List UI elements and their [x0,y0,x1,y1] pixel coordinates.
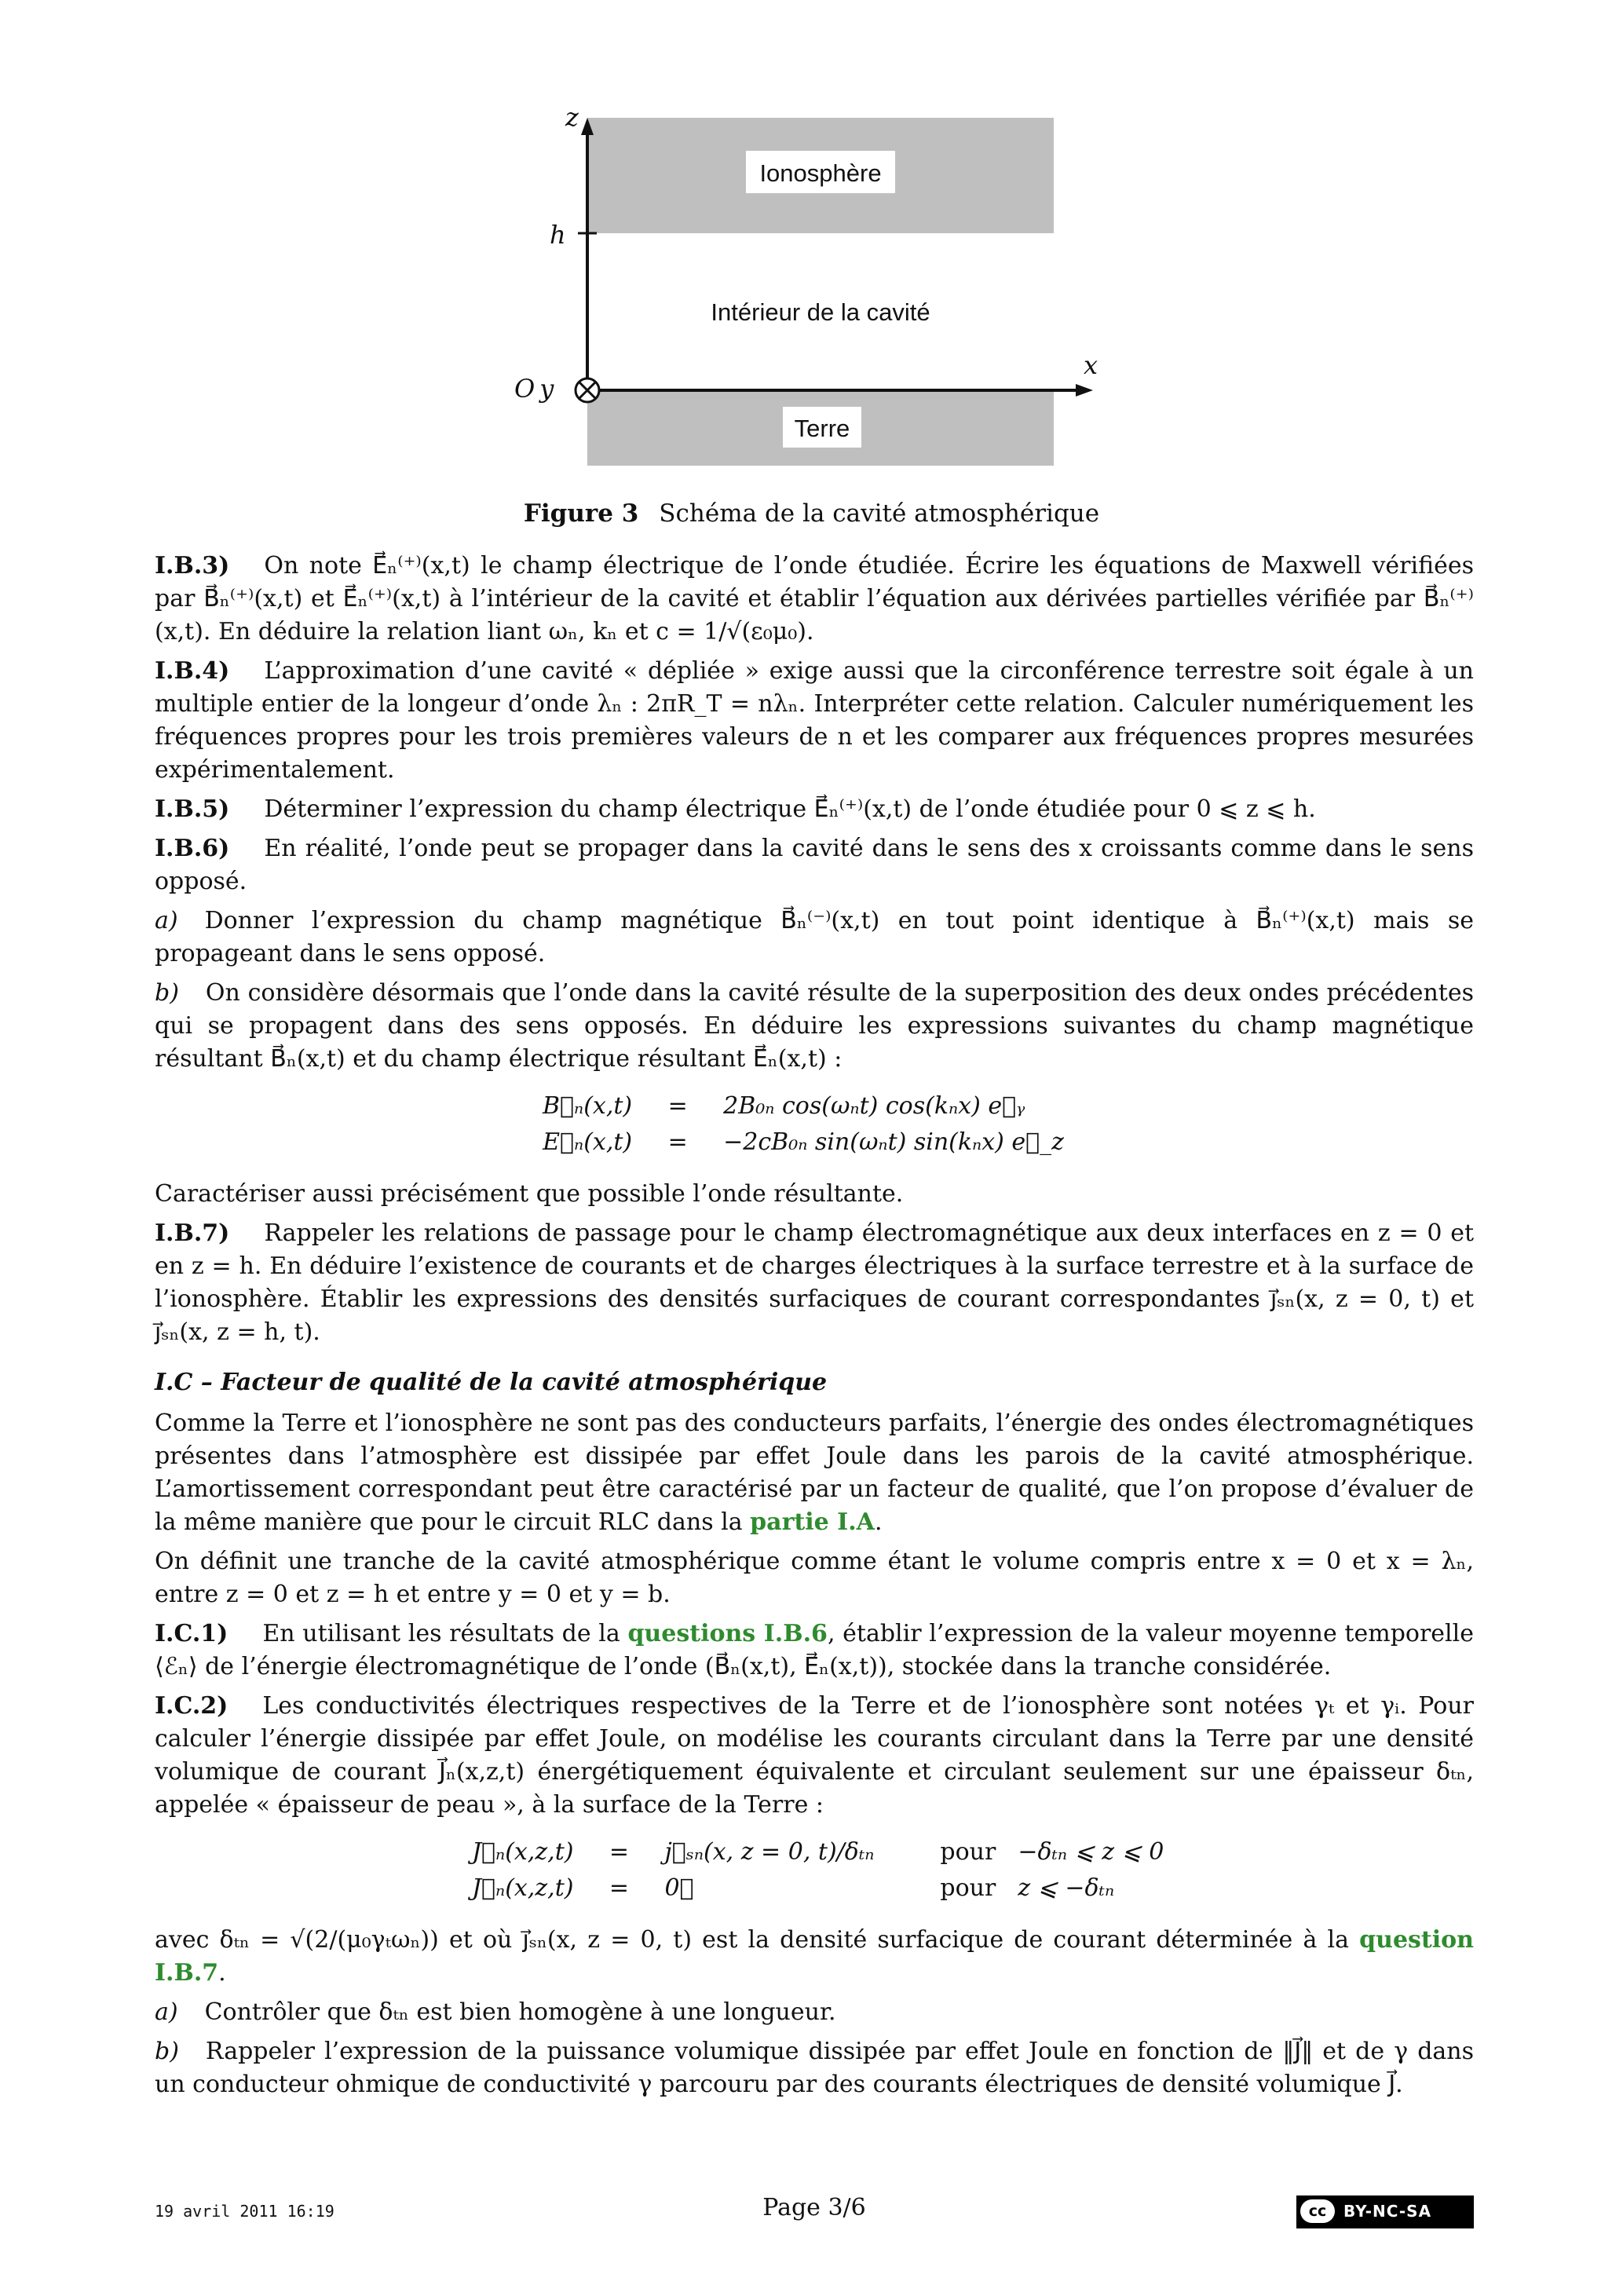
question-ib6-followup: Caractériser aussi précisément que possible l’onde résultante. [155,1180,904,1208]
equation-rhs: j⃗ₛₙ(x, z = 0, t)/δₜₙ [664,1838,875,1866]
equation-block-current [155,1834,1474,1907]
footer-date: 19 avril 2011 16:19 [155,2202,334,2221]
ionosphere-label: Ionosphère [759,159,882,187]
license-badge[interactable] [1296,2195,1474,2228]
question-text: En réalité, l’onde peut se propager dans la cavité dans le sens des x croissants comme dans le sens opposé. [155,835,1474,895]
question-label: I.B.3) [155,552,230,579]
question-ib7 [155,1217,1474,1349]
subquestion-text: Donner l’expression du champ magnétique B⃗ₙ⁽⁻⁾(x,t) en tout point identique à B⃗ₙ⁽⁺⁾(x,t) mais se propageant dans le sens opposé. [155,907,1474,967]
question-ib3 [155,550,1474,649]
question-ib6-b [155,977,1474,1076]
question-text: L’approximation d’une cavité « dépliée » exige aussi que la circonférence terrestre soit égale à un multiple entier de la longeur d’onde λₙ : 2πR_T = nλₙ. Interpréter cette relation. Calculer numériquement les fréquences propres pour les trois premières valeurs de n et les comparer aux fréquences propres mesurées expérimentalement. [155,657,1474,784]
section-intro: Comme la Terre et l’ionosphère ne sont pas des conducteurs parfaits, l’énergie des ondes électromagnétiques présentes dans l’atmosphère est dissipée par effet Joule dans les parois de la cavité atmosphérique. L’amortissement correspondant peut être caractérisé par un facteur de qualité, que l’on propose d’évaluer de la même manière que pour le circuit RLC dans la partie I.A. [155,1409,1474,1536]
equation-sign: = [609,1874,630,1902]
equation-lhs: J⃗ₙ(x,z,t) [472,1838,574,1866]
question-text: Déterminer l’expression du champ électrique E⃗ₙ⁽⁺⁾(x,t) de l’onde étudiée pour 0 ⩽ z ⩽ h. [264,795,1316,823]
equation-row [461,1834,1175,1870]
equation-row [532,1124,1075,1161]
question-ic2-skin-depth: avec δₜₙ = √(2/(μ₀γₜωₙ)) et où j⃗ₛₙ(x, z = 0, t) est la densité surfacique de courant déterminée à la question I.B.7. [155,1926,1474,1987]
question-text: Les conductivités électriques respectives de la Terre et de l’ionosphère sont notées γₜ et γᵢ. Pour calculer l’énergie dissipée par effet Joule, on modélise les courants circulant dans la Terre par une densité volumique de courant J⃗ₙ(x,z,t) énergétiquement équivalente et circulant seulement sur une épaisseur δₜₙ, appelée « épaisseur de peau », à la surface de la Terre : [155,1692,1474,1819]
subquestion-label: b) [155,2038,179,2065]
subquestion-text: On considère désormais que l’onde dans la cavité résulte de la superposition des deux ondes précédentes qui se propagent dans des sens opposés. En déduire les expressions suivantes du champ magnétique résultant B⃗ₙ(x,t) et du champ électrique résultant E⃗ₙ(x,t) : [155,979,1474,1073]
equation-row [532,1088,1075,1124]
interior-label: Intérieur de la cavité [711,298,930,326]
equation-block-fields [155,1088,1474,1161]
question-text: On note E⃗ₙ⁽⁺⁾(x,t) le champ électrique de l’onde étudiée. Écrire les équations de Maxwell vérifiées par B⃗ₙ⁽⁺⁾(x,t) et E⃗ₙ⁽⁺⁾(x,t) à l’intérieur de la cavité et établir l’équation aux dérivées partielles vérifiée par B⃗ₙ⁽⁺⁾(x,t). En déduire la relation liant ωₙ, kₙ et c = 1/√(ε₀μ₀). [155,552,1474,645]
page-number: Page 3/6 [762,2194,866,2221]
question-ib5 [155,793,1474,826]
question-ib4 [155,655,1474,787]
subquestion-label: b) [155,979,179,1007]
equation-condition: −δₜₙ ⩽ z ⩽ 0 [1018,1838,1164,1866]
equation-rhs: 2B₀ₙ cos(ωₙt) cos(kₙx) e⃗ᵧ [723,1092,1025,1120]
question-label: I.C.1) [155,1620,228,1647]
question-text: Rappeler les relations de passage pour le champ électromagnétique aux deux interfaces en z = 0 et en z = h. En déduire l’existence de courants et de charges électriques à la surface terrestre et à la surface de l’ionosphère. Établir les expressions des densités surfaciques de courant correspondantes j⃗ₛₙ(x, z = 0, t) et j⃗ₛₙ(x, z = h, t). [155,1219,1474,1346]
section-title: I.C – Facteur de qualité de la cavité atmosphérique [155,1369,828,1396]
question-label: I.B.5) [155,795,230,823]
equation-condition: z ⩽ −δₜₙ [1018,1874,1115,1902]
question-ic2 [155,1690,1474,1822]
x-axis-arrow [1076,384,1093,397]
question-label: I.C.2) [155,1692,228,1720]
cavity-diagram [0,0,1623,503]
question-ib6-link[interactable]: questions I.B.6 [627,1620,828,1647]
equation-condition-word: pour [940,1838,996,1866]
subquestion-text: Contrôler que δₜₙ est bien homogène à une longueur. [204,1998,836,2026]
equation-lhs: J⃗ₙ(x,z,t) [472,1874,574,1902]
equation-row [461,1870,1175,1907]
figure-caption-label: Figure 3 [523,499,639,528]
question-label: I.B.6) [155,835,230,862]
creative-commons-icon: cc [1300,2199,1335,2223]
z-axis-label: z [565,102,579,132]
equation-sign: = [609,1838,630,1866]
equation-lhs: E⃗ₙ(x,t) [543,1128,633,1156]
figure-caption-text: Schéma de la cavité atmosphérique [659,499,1100,528]
earth-label: Terre [794,415,850,442]
equation-rhs: −2cB₀ₙ sin(ωₙt) sin(kₙx) e⃗_z [723,1128,1064,1156]
h-label: h [550,220,566,250]
question-ic2-b [155,2035,1474,2101]
x-axis-label: x [1084,350,1098,380]
equation-sign: = [667,1092,688,1120]
equation-condition-word: pour [940,1874,996,1902]
page-content [155,550,1474,2108]
question-ic1: I.C.1) En utilisant les résultats de la questions I.B.6, établir l’expression de la valeur moyenne temporelle ⟨ℰₙ⟩ de l’énergie électromagnétique de l’onde (B⃗ₙ(x,t), E⃗ₙ(x,t)), stockée dans la tranche considérée. [155,1620,1474,1680]
question-label: I.B.7) [155,1219,230,1247]
license-text: BY-NC-SA [1343,2202,1432,2221]
equation-rhs: 0⃗ [664,1874,694,1902]
section-definition: On définit une tranche de la cavité atmosphérique comme étant le volume compris entre x = 0 et x = λₙ, entre z = 0 et z = h et entre y = 0 et y = b. [155,1548,1474,1608]
question-ib6-a [155,905,1474,971]
figure-caption [0,499,1623,528]
question-ib6 [155,832,1474,898]
part-ia-link[interactable]: partie I.A [750,1508,875,1536]
question-ic2-a [155,1996,1474,2029]
question-label: I.B.4) [155,657,230,685]
question-ib7-link[interactable]: question I.B.7 [155,1926,1474,1987]
subquestion-label: a) [155,907,178,934]
equation-lhs: B⃗ₙ(x,t) [543,1092,633,1120]
subquestion-label: a) [155,1998,178,2026]
into-page-icon [576,378,599,402]
subquestion-text: Rappeler l’expression de la puissance volumique dissipée par effet Joule en fonction de ‖J⃗‖ et de γ dans un conducteur ohmique de conductivité γ parcouru par des courants électriques de densité volumique J⃗. [155,2038,1474,2098]
equation-sign: = [667,1128,688,1156]
origin-label: Oy [514,374,559,404]
page-footer [155,2194,1474,2228]
